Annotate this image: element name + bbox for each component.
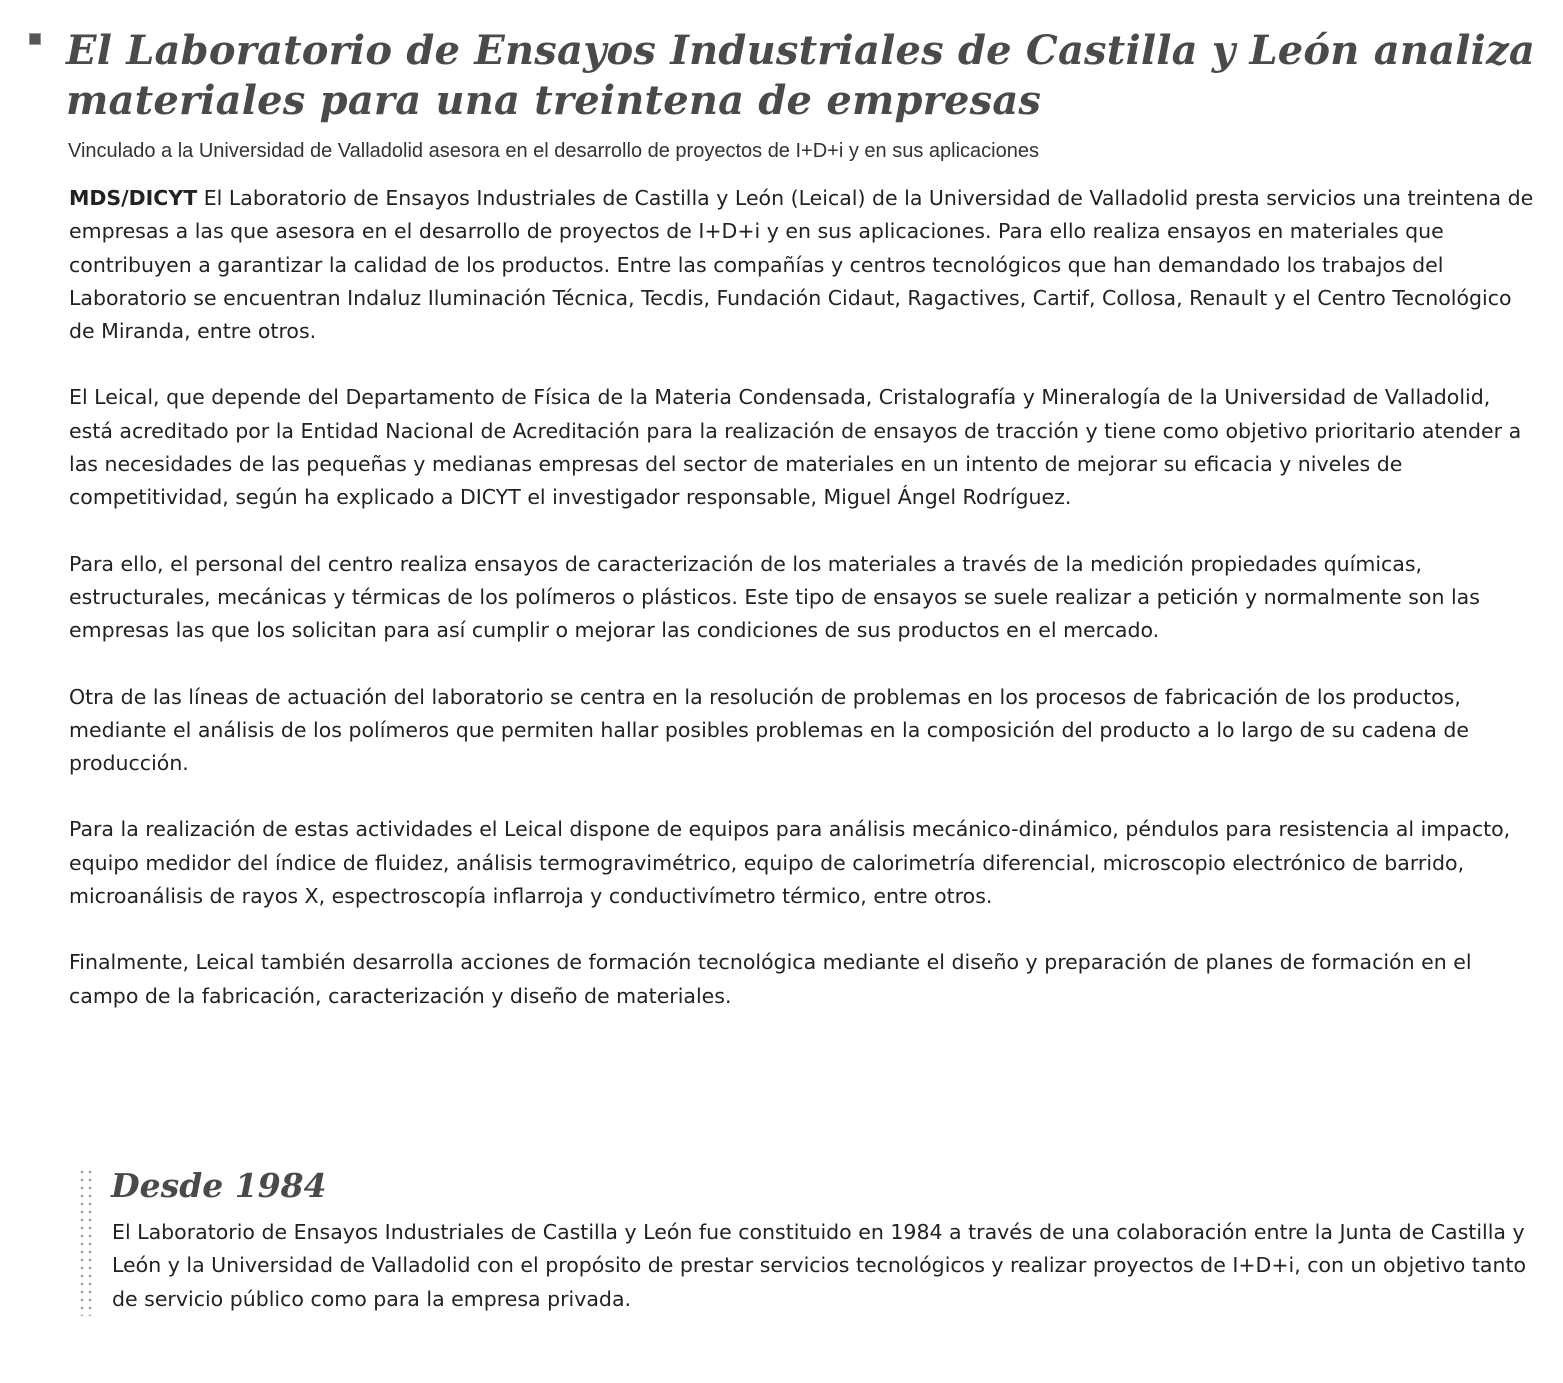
paragraph-2: El Leical, que depende del Departamento de Física de la Materia Condensada, Cristalografía y Mineralogía de la Universidad de Valladolid, está acreditado por la Entidad Nacional de Acreditación para la realización de ensayos de tracción y tiene como objetivo prioritario atender a las necesidades de las pequeñas y medianas empresas del sector de materiales en un intento de mejorar su eficacia y niveles de competitividad, según ha explicado a DICYT el investigador responsable, Miguel Ángel Rodríguez. bbox=[69, 385, 1522, 510]
sidebox-title: Desde 1984 bbox=[111, 1166, 327, 1205]
paragraph-1-text: El Laboratorio de Ensayos Industriales de Castilla y León (Leical) de la Universidad de Valladolid presta servicios una treintena de empresas a las que asesora en el desarrollo de proyectos de I+D+i y en sus aplicaciones. Para ello realiza ensayos en materiales que contribuyen a garantizar la calidad de los productos. Entre las compañías y centros tecnológicos que han demandado los trabajos del Laboratorio se encuentran Indaluz Iluminación Técnica, Tecdis, Fundación Cidaut, Ragactives, Cartif, Collosa, Renault y el Centro Tecnológico de Miranda, entre otros. bbox=[69, 186, 1534, 344]
byline: MDS/DICYT bbox=[69, 186, 198, 210]
paragraph-3: Para ello, el personal del centro realiza ensayos de caracterización de los materiales a través de la medición propiedades químicas, estructurales, mecánicas y térmicas de los polímeros o plásticos. Este tipo de ensayos se suele realizar a petición y normalmente son las empresas las que los solicitan para así cumplir o mejorar las condiciones de sus productos en el mercado. bbox=[69, 551, 1480, 643]
sidebox bbox=[78, 1162, 1538, 1322]
paragraph-4: Otra de las líneas de actuación del laboratorio se centra en la resolución de problemas en los procesos de fabricación de los productos, mediante el análisis de los polímeros que permiten hallar posibles problemas en la composición del producto a lo largo de su cadena de producción. bbox=[69, 684, 1469, 776]
headline: El Laboratorio de Ensayos Industriales de Castilla y León analiza materiales para una treintena de empresas bbox=[66, 27, 1536, 124]
paragraph-5: Para la realización de estas actividades el Leical dispone de equipos para análisis mecánico-dinámico, péndulos para resistencia al impacto, equipo medidor del índice de fluidez, análisis termogravimétrico, equipo de calorimetría diferencial, microscopio electrónico de barrido, microanálisis de rayos X, espectroscopía inflarroja y conductivímetro térmico, entre otros. bbox=[69, 817, 1511, 909]
article-body bbox=[69, 182, 1539, 1046]
paragraph-1 bbox=[69, 182, 1539, 348]
subtitle: Vinculado a la Universidad de Valladolid asesora en el desarrollo de proyectos de I+D+i y en sus aplicaciones bbox=[68, 140, 1039, 162]
sidebox-text: El Laboratorio de Ensayos Industriales de Castilla y León fue constituido en 1984 a través de una colaboración entre la Junta de Castilla y León y la Universidad de Valladolid con el propósito de prestar servicios tecnológicos y realizar proyectos de I+D+i, con un objetivo tanto de servicio público como para la empresa privada. bbox=[112, 1220, 1527, 1311]
paragraph-6: Finalmente, Leical también desarrolla acciones de formación tecnológica mediante el diseño y preparación de planes de formación en el campo de la fabricación, caracterización y diseño de materiales. bbox=[69, 950, 1472, 1008]
square-bullet-icon bbox=[29, 33, 41, 45]
dotted-border-decoration bbox=[78, 1168, 94, 1316]
